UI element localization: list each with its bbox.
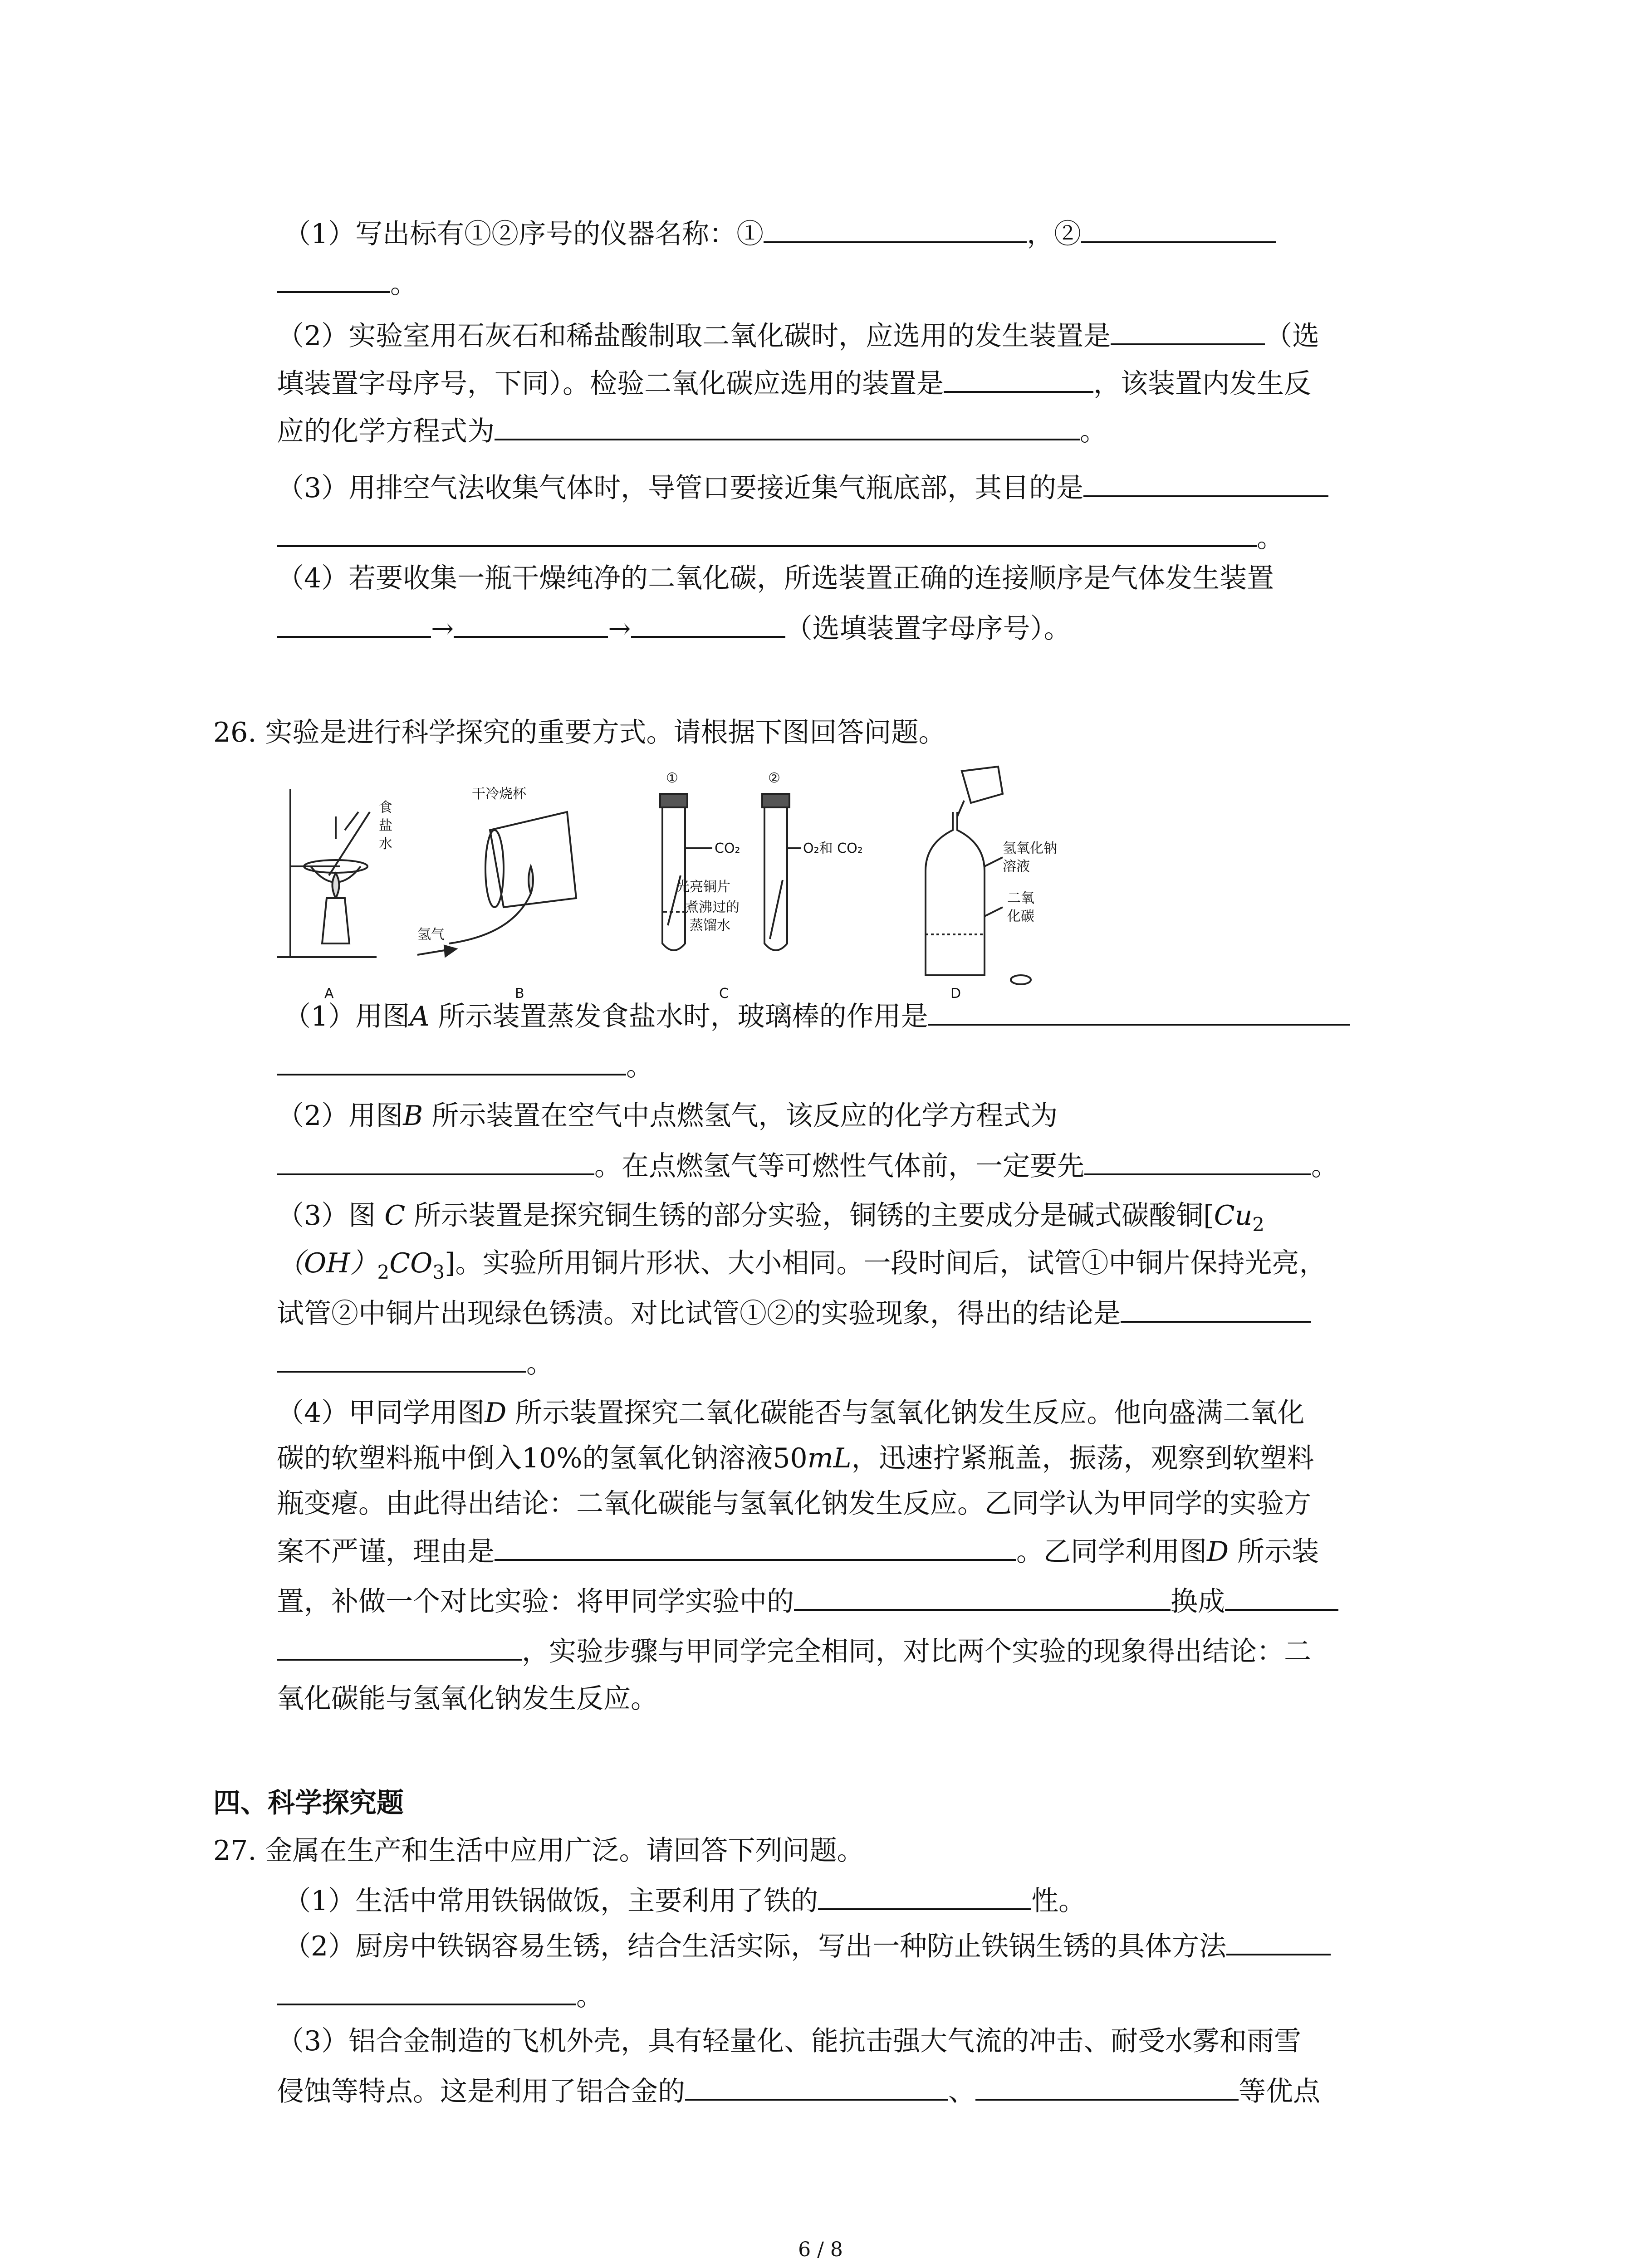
subscript-2b: 2 [377, 1261, 390, 1283]
label-salt-1: 食 [379, 800, 392, 816]
label-naoh-2: 溶液 [1003, 859, 1030, 875]
q26-p4-text-i: 置，补做一个对比实验：将甲同学实验中的 [277, 1586, 794, 1618]
answer-blank-1[interactable] [764, 213, 1027, 243]
q27-p3-text-b: 侵蚀等特点。这是利用了铝合金的 [277, 2076, 685, 2107]
q26-p4-text-j: 换成 [1171, 1586, 1225, 1618]
q26-p2-fig: B [403, 1100, 423, 1132]
answer-blank-22[interactable] [818, 1880, 1031, 1910]
answer-blank-11[interactable] [631, 608, 785, 638]
q27-p2-line2 [277, 1975, 603, 2014]
q26-p4-text-f: 案不严谨，理由是 [277, 1536, 495, 1568]
figure-a-evaporation [277, 789, 377, 957]
answer-blank-4[interactable] [1111, 315, 1265, 345]
q25-p3-end: 。 [1257, 522, 1284, 554]
q25-p4-text-a: （4）若要收集一瓶干燥纯净的二氧化碳，所选装置正确的连接顺序是气体发生装置 [277, 562, 1274, 594]
q27-stem-text: 27. 金属在生产和生活中应用广泛。请回答下列问题。 [213, 1835, 864, 1867]
q26-p4-text-l: 氧化碳能与氢氧化钠发生反应。 [277, 1683, 658, 1715]
q25-p1-text: （1）写出标有①②序号的仪器名称：① [284, 218, 764, 250]
q25-p1-line2 [277, 263, 417, 302]
q26-p4-text-h: 所示装 [1229, 1536, 1319, 1568]
q26-p2-text-b: 所示装置在空气中点燃氢气，该反应的化学方程式为 [423, 1100, 1058, 1132]
q26-p4-text-b: 所示装置探究二氧化碳能否与氢氧化钠发生反应。他向盛满二氧化 [506, 1397, 1305, 1429]
q26-p3-line3 [277, 1293, 1311, 1332]
answer-blank-19[interactable] [794, 1581, 1171, 1611]
q26-p3-text-b: 所示装置是探究铜生锈的部分实验，铜锈的主要成分是碱式碳酸铜[ [405, 1200, 1214, 1232]
arrow-2: → [608, 613, 631, 645]
q26-p4-line7 [277, 1681, 658, 1717]
q27-p2-line1 [284, 1926, 1331, 1965]
q26-apparatus-figure [277, 762, 1057, 1007]
q26-p1-text-a: （1）用图 [284, 1001, 410, 1032]
q25-p1-line1 [284, 213, 1276, 252]
page-number: 6 / 8 [798, 2238, 843, 2261]
q25-p2-text-a: （2）实验室用石灰石和稀盐酸制取二氧化碳时，应选用的发生装置是 [277, 320, 1111, 352]
q26-p3-line1 [277, 1198, 1264, 1243]
q26-p4-fig: D [485, 1397, 507, 1429]
label-beaker: 干冷烧杯 [472, 786, 526, 802]
label-co2-a: 二氧 [1007, 890, 1034, 906]
answer-blank-13[interactable] [277, 1046, 626, 1075]
q26-p2-line1 [277, 1098, 1058, 1134]
q27-p1 [284, 1880, 1086, 1919]
q26-p1-text-b: 所示装置蒸发食盐水时，玻璃棒的作用是 [429, 1001, 928, 1032]
q26-p4-line6 [277, 1631, 1311, 1670]
q25-p2-text-e: 应的化学方程式为 [277, 415, 495, 447]
q27-p3-text-a: （3）铝合金制造的飞机外壳，具有轻量化、能抗击强大气流的冲击、耐受水雾和雨雪 [277, 2025, 1302, 2057]
q25-p4-line2 [277, 608, 1071, 647]
q26-p4-text-g: 。乙同学利用图 [1016, 1536, 1207, 1568]
answer-blank-6[interactable] [495, 411, 1080, 440]
q27-p2-end: 。 [576, 1980, 603, 2012]
answer-blank-14[interactable] [277, 1145, 594, 1175]
q26-p1-fig: A [410, 1001, 430, 1032]
label-hydrogen: 氢气 [417, 927, 445, 943]
q25-p3-line2 [277, 517, 1284, 556]
q26-p1-end: 。 [626, 1051, 653, 1082]
q26-p3-end: 。 [526, 1348, 554, 1379]
label-water-1: 煮沸过的 [685, 899, 740, 915]
q26-p4-line1 [277, 1395, 1304, 1431]
q26-p2-line2 [277, 1145, 1338, 1184]
q26-p2-end: 。 [1311, 1150, 1338, 1182]
answer-blank-18[interactable] [495, 1531, 1016, 1561]
q25-p1-sep: ，② [1027, 218, 1082, 250]
figure-c-copper-tubes [660, 794, 801, 950]
q26-p4-line3 [277, 1486, 1311, 1522]
q26-p3-text-a: （3）图 [277, 1200, 385, 1232]
q25-p4-line1 [277, 560, 1274, 596]
label-co2: CO₂ [715, 841, 740, 856]
q25-p2-text-d: ，该装置内发生反 [1093, 368, 1311, 400]
q26-p4-line5 [277, 1581, 1338, 1620]
label-co2-b: 化碳 [1007, 909, 1034, 924]
answer-blank-12[interactable] [928, 996, 1350, 1026]
formula-cu: Cu [1214, 1200, 1253, 1232]
q26-p1-line2 [277, 1046, 653, 1085]
answer-blank-7[interactable] [1083, 467, 1328, 497]
q26-p1-line1 [284, 996, 1350, 1035]
answer-blank-8[interactable] [277, 517, 1257, 547]
answer-blank-23[interactable] [1226, 1926, 1331, 1955]
label-a: A [324, 986, 334, 1002]
q27-p3-line2 [277, 2071, 1320, 2110]
q26-p4-line2 [277, 1440, 1314, 1476]
q26-p3-line2 [277, 1245, 1327, 1290]
answer-blank-24[interactable] [277, 1975, 576, 2005]
section-title-text: 四、科学探究题 [213, 1787, 404, 1819]
q25-p2-line1 [277, 315, 1319, 354]
q26-p2-text-c: 。在点燃氢气等可燃性气体前，一定要先 [594, 1150, 1084, 1182]
q26-p4-text-a: （4）甲同学用图 [277, 1397, 485, 1429]
answer-blank-3[interactable] [277, 263, 390, 293]
q25-p4-end: （选填装置字母序号）。 [785, 613, 1071, 645]
q26-p2-text-a: （2）用图 [277, 1100, 403, 1132]
answer-blank-5[interactable] [944, 363, 1093, 393]
label-d: D [950, 986, 961, 1002]
formula-co: CO [389, 1247, 433, 1279]
formula-oh: （OH） [277, 1247, 377, 1279]
label-o2-co2: O₂和 CO₂ [803, 841, 863, 856]
label-copper: 光亮铜片 [676, 879, 730, 895]
q26-p4-fig-2: D [1207, 1536, 1229, 1568]
label-salt-3: 水 [379, 836, 392, 852]
q26-p4-line4 [277, 1531, 1319, 1570]
q26-p4-text-k: ，实验步骤与甲同学完全相同，对比两个实验的现象得出结论：二 [522, 1636, 1311, 1667]
q26-p3-line4 [277, 1343, 554, 1382]
answer-blank-9[interactable] [277, 608, 431, 638]
answer-blank-21[interactable] [277, 1631, 522, 1661]
q26-p4-text-e: 瓶变瘪。由此得出结论：二氧化碳能与氢氧化钠发生反应。乙同学认为甲同学的实验方 [277, 1488, 1311, 1520]
q26-stem-text: 26. 实验是进行科学探究的重要方式。请根据下图回答问题。 [213, 717, 946, 748]
label-water-2: 蒸馏水 [690, 918, 730, 934]
section-title [213, 1785, 404, 1821]
label-tube-1: ① [666, 770, 678, 786]
answer-blank-26[interactable] [975, 2071, 1239, 2101]
answer-blank-17[interactable] [277, 1343, 526, 1373]
answer-blank-20[interactable] [1225, 1581, 1338, 1611]
answer-blank-2[interactable] [1081, 213, 1276, 243]
label-b: B [515, 986, 524, 1002]
q26-p3-text-c: ]。实验所用铜片形状、大小相同。一段时间后，试管①中铜片保持光亮， [445, 1247, 1327, 1279]
q25-p2-line3 [277, 411, 1107, 450]
label-salt-2: 盐 [379, 818, 392, 834]
answer-blank-15[interactable] [1084, 1145, 1311, 1175]
q27-p3-text-c: 、 [948, 2076, 975, 2107]
q27-p1-text-b: 性。 [1031, 1885, 1086, 1917]
q25-p3-text-a: （3）用排空气法收集气体时，导管口要接近集气瓶底部，其目的是 [277, 472, 1084, 504]
figure-d-bottle [926, 767, 1031, 984]
q27-stem [213, 1833, 864, 1869]
answer-blank-25[interactable] [685, 2071, 948, 2101]
q25-p3-line1 [277, 467, 1328, 506]
q25-p2-end: 。 [1080, 415, 1107, 447]
subscript-3: 3 [432, 1261, 445, 1283]
subscript-2: 2 [1252, 1213, 1264, 1236]
q25-p1-end: 。 [390, 268, 417, 300]
q26-p4-text-c: 碳的软塑料瓶中倒入10%的氢氧化钠溶液50 [277, 1442, 808, 1474]
label-naoh-1: 氢氧化钠 [1003, 841, 1057, 856]
q27-p3-text-d: 等优点 [1239, 2076, 1320, 2107]
q25-p2-line2 [277, 363, 1311, 402]
answer-blank-16[interactable] [1121, 1293, 1311, 1323]
q27-p2-text-a: （2）厨房中铁锅容易生锈，结合生活实际，写出一种防止铁锅生锈的具体方法 [284, 1931, 1227, 1962]
label-c: C [719, 986, 729, 1002]
q26-p3-fig: C [384, 1200, 406, 1232]
q27-p1-text-a: （1）生活中常用铁锅做饭，主要利用了铁的 [284, 1885, 818, 1917]
q25-p2-text-c: 填装置字母序号，下同）。检验二氧化碳应选用的装置是 [277, 368, 944, 400]
q26-stem [213, 714, 946, 751]
label-tube-2: ② [768, 770, 780, 786]
q26-p4-text-d: ，迅速拧紧瓶盖，振荡，观察到软塑料 [851, 1442, 1314, 1474]
q25-p2-text-b: （选 [1265, 320, 1320, 352]
q27-p3-line1 [277, 2023, 1301, 2059]
answer-blank-10[interactable] [454, 608, 608, 638]
arrow-1: → [431, 613, 454, 645]
q26-p3-text-d: 试管②中铜片出现绿色锈渍。对比试管①②的实验现象，得出的结论是 [277, 1298, 1121, 1330]
unit-ml: mL [807, 1442, 852, 1474]
